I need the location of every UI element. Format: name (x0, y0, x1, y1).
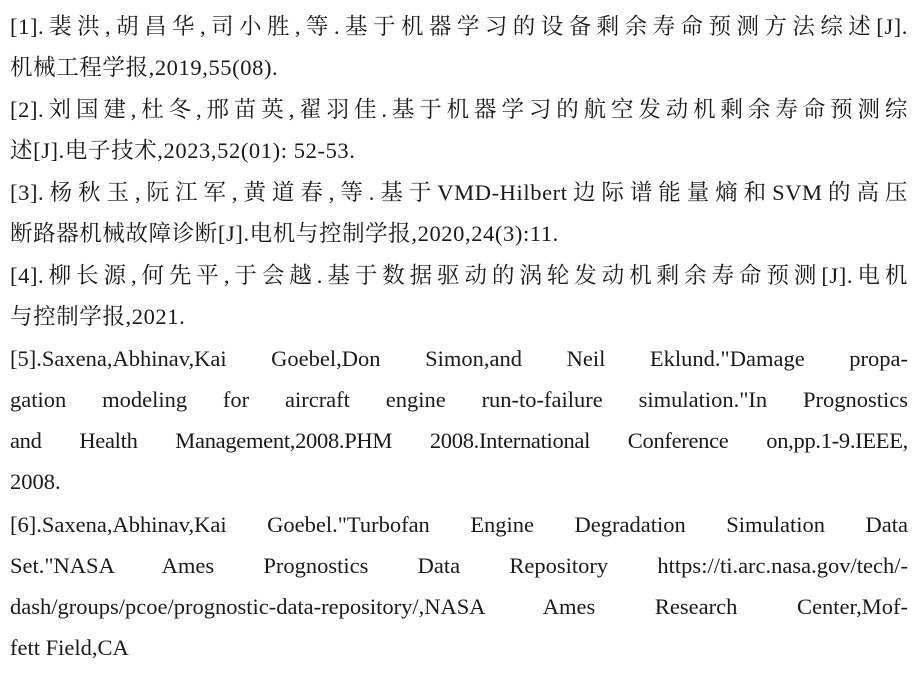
reference-line: [3].杨秋玉,阮江军,黄道春,等.基于VMD-Hilbert边际谱能量熵和SVM的高压 (10, 180, 908, 205)
reference-line: 与控制学报,2021. (10, 304, 186, 329)
reference-line: 断路器机械故障诊断[J].电机与控制学报,2020,24(3):11. (10, 221, 559, 246)
reference-line: [5].Saxena,Abhinav,Kai Goebel,Don Simon,and Neil Eklund."Damage propa- (10, 346, 908, 371)
reference-line: dash/groups/pcoe/prognostic-data-repository/,NASA Ames Research Center,Mof- (10, 594, 908, 619)
reference-line: 2008. (10, 469, 61, 494)
reference-line: [2].刘国建,杜冬,邢苗英,翟羽佳.基于机器学习的航空发动机剩余寿命预测综 (10, 97, 908, 122)
reference-line: 机械工程学报,2019,55(08). (10, 55, 279, 80)
reference-line: gation modeling for aircraft engine run-to-failure simulation."In Prognostics (10, 387, 908, 412)
reference-line: Set."NASA Ames Prognostics Data Repository https://ti.arc.nasa.gov/tech/- (10, 553, 908, 578)
reference-line: fett Field,CA (10, 635, 129, 660)
reference-line: 述[J].电子技术,2023,52(01): 52-53. (10, 138, 356, 163)
reference-4 (10, 255, 908, 337)
reference-6 (10, 504, 908, 668)
reference-line: [4].柳长源,何先平,于会越.基于数据驱动的涡轮发动机剩余寿命预测[J].电机 (10, 263, 908, 288)
reference-1 (10, 6, 908, 88)
reference-3 (10, 172, 908, 254)
reference-line: [1].裴洪,胡昌华,司小胜,等.基于机器学习的设备剩余寿命预测方法综述[J]. (10, 14, 908, 39)
reference-line: and Health Management,2008.PHM 2008.International Conference on,pp.1-9.IEEE, (10, 428, 908, 453)
reference-5 (10, 338, 908, 502)
reference-2 (10, 89, 908, 171)
reference-line: [6].Saxena,Abhinav,Kai Goebel."Turbofan Engine Degradation Simulation Data (10, 512, 908, 537)
